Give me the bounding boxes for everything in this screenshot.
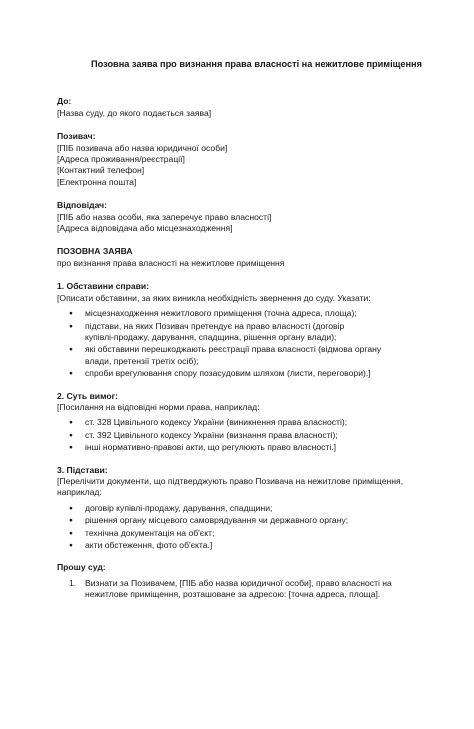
request-list (57, 578, 434, 601)
plaintiff-name: [ПІБ позивача або назва юридичної особи] (57, 142, 228, 153)
section-3-intro-1: [Перелічити документи, що підтверджують право Позивача на нежитлове приміщення, (57, 475, 404, 486)
section-2-intro: [Посилання на відповідні норми права, наприклад: (57, 401, 260, 412)
list-item: ● підстави, на яких Позивач претендує на право власності (договір купівлі-продажу, дарування, спадщина, рішення органу влади); (85, 321, 434, 344)
section-2-list (57, 417, 434, 453)
plaintiff-label: Позивач: (57, 131, 96, 142)
section-1-list (57, 308, 434, 379)
section-3-list (57, 503, 434, 552)
list-item: ● ст. 392 Цивільного кодексу України (визнання права власності); (85, 430, 434, 441)
section-grounds (57, 465, 434, 552)
claim-heading-block (57, 246, 434, 269)
list-item: ● рішення органу місцевого самоврядування чи державного органу; (85, 515, 434, 526)
section-1-heading: 1. Обставини справи: (57, 281, 150, 292)
list-item: ● технічна документація на об'єкт; (85, 528, 434, 539)
section-3-intro-2: наприклад: (57, 487, 102, 498)
defendant-block (57, 200, 434, 234)
request-heading: Прошу суд: (57, 562, 106, 573)
plaintiff-email: [Електронна пошта] (57, 176, 137, 187)
list-item: ● акти обстеження, фото об'єкта.] (85, 540, 434, 551)
document-title: Позовна заява про визнання права власності на нежитлове приміщення (91, 59, 422, 69)
plaintiff-block (57, 131, 434, 188)
list-item: ● договір купівлі-продажу, дарування, спадщини; (85, 503, 434, 514)
claim-subheading: про визнання права власності на нежитлове приміщення (57, 257, 285, 268)
list-item: ● місцезнаходження нежитлового приміщення (точна адреса, площа); (85, 308, 434, 319)
list-item: ● інші нормативно-правові акти, що регулюють право власності.] (85, 442, 434, 453)
claim-heading: ПОЗОВНА ЗАЯВА (57, 246, 133, 257)
defendant-address: [Адреса відповідача або місцезнаходження] (57, 223, 233, 234)
section-2-heading: 2. Суть вимог: (57, 390, 119, 401)
list-item: 1. Визнати за Позивачем, [ПІБ або назва юридичної особи], право власності на нежитлове приміщення, розташоване за адресою: [точна адреса, площа]. (69, 577, 392, 600)
defendant-label: Відповідач: (57, 200, 108, 211)
plaintiff-phone: [Контактний телефон] (57, 165, 145, 176)
addressee-label: До: (57, 96, 72, 107)
section-claims (57, 391, 434, 454)
section-3-heading: 3. Підстави: (57, 464, 108, 475)
addressee-block (57, 96, 434, 119)
defendant-name: [ПІБ або назва особи, яка заперечує право власності] (57, 211, 272, 222)
list-item: ● спроби врегулювання спору позасудовим шляхом (листи, переговори).] (85, 368, 434, 379)
item-number: 1. (69, 577, 77, 588)
list-item: ● які обставини перешкоджають реєстрації права власності (відмова органу влади, претензії третіх осіб); (85, 344, 434, 367)
document-page (0, 59, 474, 729)
section-circumstances (57, 281, 434, 379)
plaintiff-address: [Адреса проживання/реєстрації] (57, 154, 185, 165)
section-request (57, 562, 434, 600)
section-1-intro: [Описати обставини, за яких виникла необхідність звернення до суду. Указати: (57, 292, 371, 303)
court-name: [Назва суду, до якого подається заява] (57, 107, 212, 118)
list-item: ● ст. 328 Цивільного кодексу України (виникнення права власності); (85, 417, 434, 428)
